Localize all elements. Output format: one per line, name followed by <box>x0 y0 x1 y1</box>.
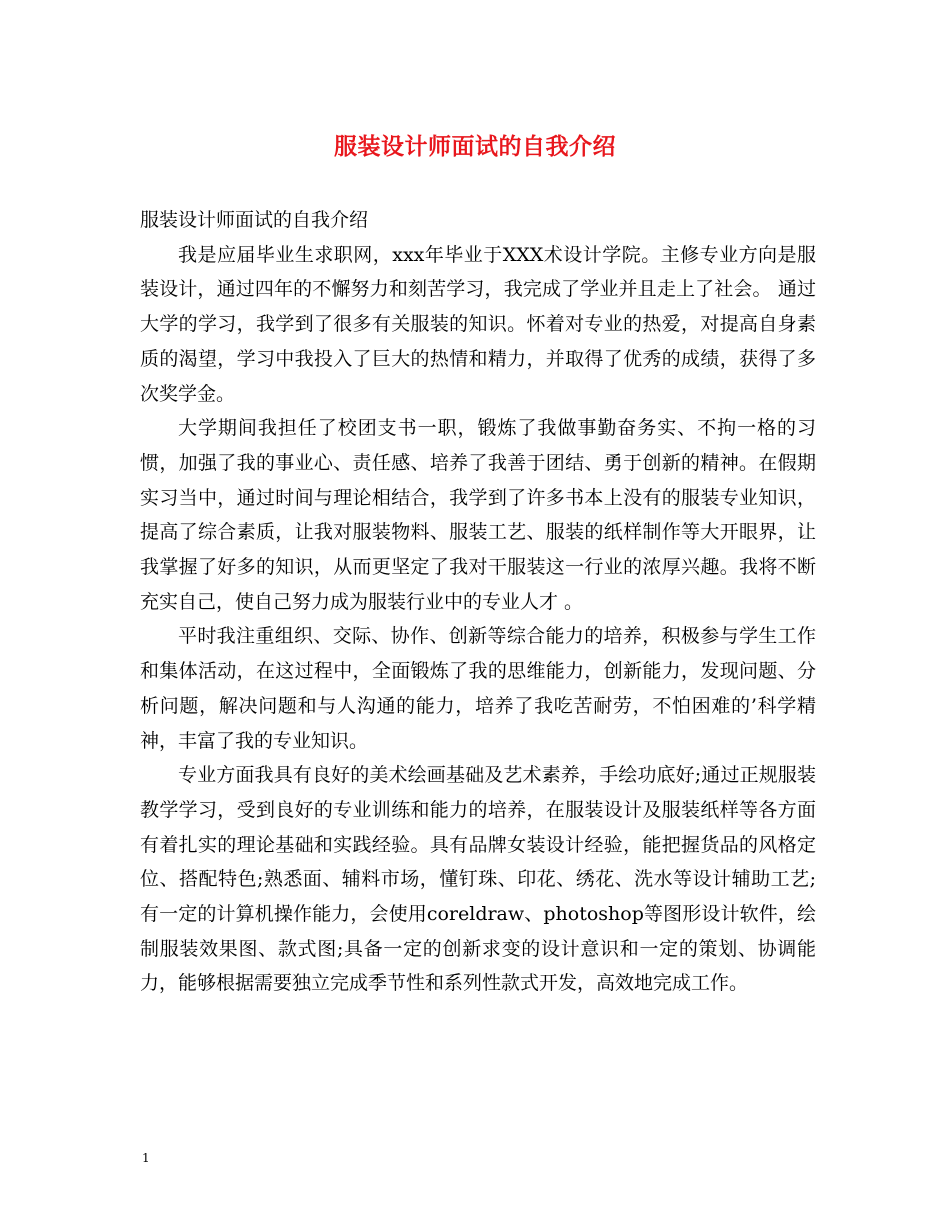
document-subtitle: 服装设计师面试的自我介绍 <box>140 209 369 231</box>
page-number: 1 <box>142 1151 150 1165</box>
paragraph-2: 大学期间我担任了校团支书一职，锻炼了我做事勤奋务实、不拘一格的习惯，加强了我的事业心、责任感、培养了我善于团结、勇于创新的精神。在假期实习当中，通过时间与理论相结合，我学到了许多书本上没有的服装专业知识，提高了综合素质，让我对服装物料、服装工艺、服装的纸样制作等大开眼界，让我掌握了好多的知识，从而更坚定了我对干服装这一行业的浓厚兴趣。我将不断充实自己，使自己努力成为服装行业中的专业人才 。 <box>140 417 816 613</box>
document-body <box>140 203 816 1001</box>
document-title: 服装设计师面试的自我介绍 <box>334 133 616 160</box>
paragraph-3: 平时我注重组织、交际、协作、创新等综合能力的培养，积极参与学生工作和集体活动，在这过程中，全面锻炼了我的思维能力，创新能力，发现问题、分析问题，解决问题和与人沟通的能力，培养了我吃苦耐劳，不怕困难的’科学精神，丰富了我的专业知识。 <box>140 625 816 752</box>
paragraph-1: 我是应届毕业生求职网，xxx年毕业于XXX术设计学院。主修专业方向是服装设计，通过四年的不懈努力和刻苦学习，我完成了学业并且走上了社会。 通过大学的学习，我学到了很多有关服装的知识。怀着对专业的热爱，对提高自身素质的渴望，学习中我投入了巨大的热情和精力，并取得了优秀的成绩，获得了多次奖学金。 <box>140 243 816 405</box>
paragraph-4: 专业方面我具有良好的美术绘画基础及艺术素养，手绘功底好;通过正规服装教学学习，受到良好的专业训练和能力的培养，在服装设计及服装纸样等各方面有着扎实的理论基础和实践经验。具有品牌女装设计经验，能把握货品的风格定位、搭配特色;熟悉面、辅料市场，懂钉珠、印花、绣花、洗水等设计辅助工艺;有一定的计算机操作能力，会使用coreldraw、photoshop等图形设计软件，绘制服装效果图、款式图;具备一定的创新求变的设计意识和一定的策划、协调能力，能够根据需要独立完成季节性和系列性款式开发，高效地完成工作。 <box>140 764 816 995</box>
